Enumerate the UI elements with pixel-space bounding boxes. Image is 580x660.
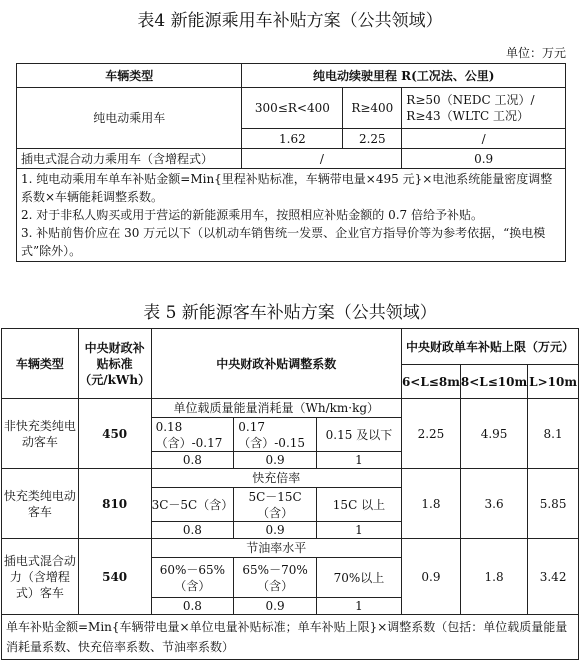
- t5-header-std: 中央财政补贴标准（元/kWh）: [78, 329, 151, 399]
- t5-row1-k1: 0.8: [151, 452, 234, 469]
- t5-row3-type: 插电式混合动力（含增程式）客车: [2, 539, 79, 615]
- t5-row3-k3: 1: [316, 598, 401, 615]
- bev-val-1: 1.62: [242, 129, 343, 149]
- phev-val-1: /: [242, 149, 402, 169]
- table5: [1, 328, 579, 660]
- range-col-3-line1: R≥50（NEDC 工况）/: [406, 93, 535, 107]
- t5-row3-c3: 70%以上: [316, 558, 401, 598]
- table4-title: 表4 新能源乘用车补贴方案（公共领域）: [137, 11, 443, 31]
- phev-label: 插电式混合动力乘用车（含增程式）: [17, 149, 242, 169]
- t5-header-type: 车辆类型: [2, 329, 79, 399]
- t5-row1-k3: 1: [316, 452, 401, 469]
- t5-row2-c1: 3C－5C（含）: [151, 488, 234, 522]
- range-col-3-line2: R≥43（WLTC 工况）: [406, 109, 529, 123]
- t5-row1-c2: 0.17（含）-0.15: [234, 418, 317, 452]
- t5-row1-cap2: 4.95: [460, 399, 527, 469]
- cap-col-2: 8<L≤10m: [460, 365, 527, 399]
- table5-note: 单车补贴金额=Min{车辆带电量×单位电量补贴标准；单车补贴上限}×调整系数（包括：单位载质量能量消耗量系数、快充倍率系数、节油率系数）: [2, 615, 579, 660]
- t5-row2-coef-title: 快充倍率: [151, 469, 401, 488]
- t5-row3-c2: 65%－70%（含）: [234, 558, 317, 598]
- note-1: 1. 纯电动乘用车单车补贴金额=Min{里程补贴标准，车辆带电量×495 元}×电池系统能量密度调整系数×车辆能耗调整系数。: [21, 172, 553, 204]
- t5-row1-c3: 0.15 及以下: [316, 418, 401, 452]
- t5-row2-k1: 0.8: [151, 522, 234, 539]
- bev-label: 纯电动乘用车: [17, 88, 242, 149]
- t5-row2-k2: 0.9: [234, 522, 317, 539]
- t5-row2-type: 快充类纯电动客车: [2, 469, 79, 539]
- t5-row1-k2: 0.9: [234, 452, 317, 469]
- t5-row3-cap1: 0.9: [401, 539, 460, 615]
- t5-row2-c3: 15C 以上: [316, 488, 401, 522]
- t5-row2-std: 810: [78, 469, 151, 539]
- cap-col-1: 6<L≤8m: [401, 365, 460, 399]
- phev-val-2: 0.9: [402, 149, 566, 169]
- t5-row2-k3: 1: [316, 522, 401, 539]
- header-vehicle-type: 车辆类型: [17, 64, 242, 88]
- t5-row3-cap2: 1.8: [460, 539, 527, 615]
- bev-val-3: /: [402, 129, 566, 149]
- t5-row2-c2: 5C－15C（含）: [234, 488, 317, 522]
- t5-row3-cap3: 3.42: [528, 539, 579, 615]
- t5-row3-c1: 60%－65%（含）: [151, 558, 234, 598]
- t5-row1-coef-title: 单位载质量能量消耗量（Wh/km·kg）: [151, 399, 401, 418]
- cap-col-3: L>10m: [528, 365, 579, 399]
- t5-row1-std: 450: [78, 399, 151, 469]
- range-col-2: R≥400: [343, 88, 402, 129]
- t5-row3-k1: 0.8: [151, 598, 234, 615]
- t5-row2-cap1: 1.8: [401, 469, 460, 539]
- bev-val-2: 2.25: [343, 129, 402, 149]
- note-3: 3. 补贴前售价应在 30 万元以下（以机动车销售统一发票、企业官方指导价等为参考依据，“换电模式”除外）。: [21, 226, 546, 258]
- table5-title: 表 5 新能源客车补贴方案（公共领域）: [143, 303, 437, 323]
- table4: [16, 63, 566, 262]
- t5-row2-cap3: 5.85: [528, 469, 579, 539]
- t5-row1-type: 非快充类纯电动客车: [2, 399, 79, 469]
- t5-row1-cap3: 8.1: [528, 399, 579, 469]
- range-col-3: [402, 88, 566, 129]
- table4-notes: [17, 169, 566, 262]
- unit-label: 单位：万元: [505, 46, 566, 60]
- t5-header-coef: 中央财政补贴调整系数: [151, 329, 401, 399]
- t5-row1-c1: 0.18（含）-0.17: [151, 418, 234, 452]
- t5-row3-coef-title: 节油率水平: [151, 539, 401, 558]
- t5-header-cap: 中央财政单车补贴上限（万元）: [401, 329, 578, 365]
- t5-row2-cap2: 3.6: [460, 469, 527, 539]
- t5-row3-std: 540: [78, 539, 151, 615]
- note-2: 2. 对于非私人购买或用于营运的新能源乘用车，按照相应补贴金额的 0.7 倍给予补贴。: [21, 208, 483, 222]
- header-range: 纯电动续驶里程 R(工况法、公里): [242, 64, 566, 88]
- t5-row3-k2: 0.9: [234, 598, 317, 615]
- t5-row1-cap1: 2.25: [401, 399, 460, 469]
- range-col-1: 300≤R<400: [242, 88, 343, 129]
